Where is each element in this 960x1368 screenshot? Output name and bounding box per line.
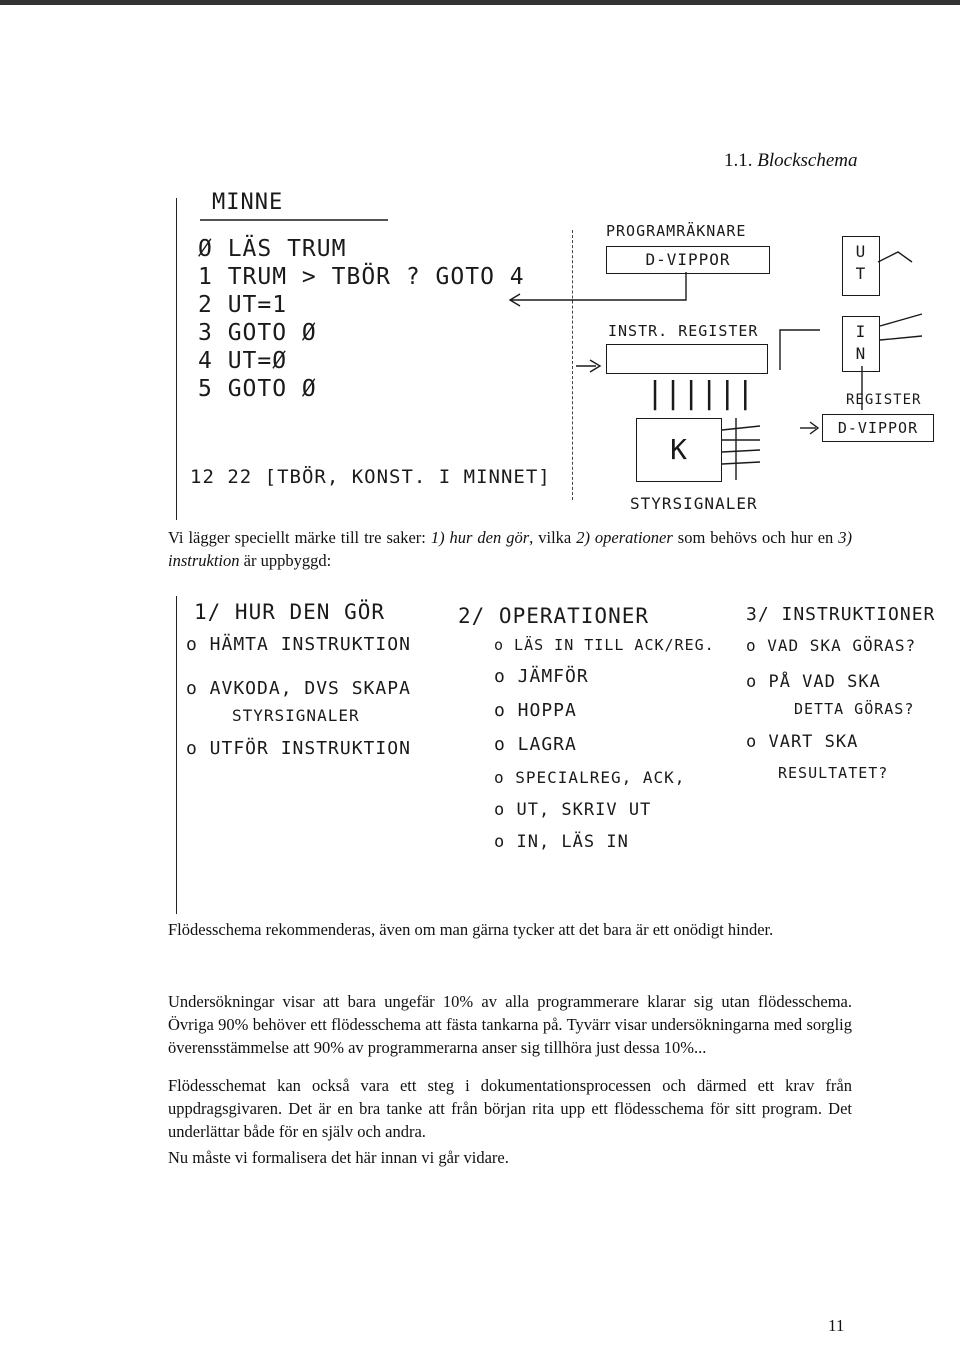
- memory-line: 2 UT=1: [198, 292, 288, 318]
- register-box: D-VIPPOR: [822, 414, 934, 442]
- col2-item: o LAGRA: [494, 734, 577, 755]
- paragraph-flodesschema: Flödesschema rekommenderas, även om man gärna tycker att det bara är ett onödigt hinder.: [168, 920, 774, 939]
- col1-item: o AVKODA, DVS SKAPA: [186, 678, 411, 699]
- in-box: I N: [842, 316, 880, 372]
- paragraph-formalisera: Nu måste vi formalisera det här innan vi går vidare.: [168, 1148, 509, 1167]
- col2-title: 2/ OPERATIONER: [458, 604, 650, 628]
- programraknare-label: PROGRAMRÄKNARE: [606, 222, 747, 240]
- page-number: 11: [828, 1316, 845, 1335]
- intro-paragraph: Vi lägger speciellt märke till tre saker: 1) hur den gör, vilka 2) operationer som behövs och hur en 3) instruktion är uppbyggd:: [168, 528, 852, 570]
- bus-lines: ||||||: [646, 376, 755, 411]
- register-label: REGISTER: [846, 392, 922, 408]
- memory-line: 3 GOTO Ø: [198, 320, 317, 346]
- col2-item: o UT, SKRIV UT: [494, 800, 652, 820]
- col2-item: o JÄMFÖR: [494, 666, 589, 687]
- memory-line: Ø LÄS TRUM: [198, 236, 347, 262]
- memory-footer: 12 22 [TBÖR, KONST. I MINNET]: [190, 466, 551, 488]
- programraknare-box: D-VIPPOR: [606, 246, 770, 274]
- col3-item: o PÅ VAD SKA: [746, 672, 881, 692]
- col3-item: DETTA GÖRAS?: [794, 700, 915, 718]
- paragraph-dokumentation: Flödesschemat kan också vara ett steg i dokumentationsprocessen och därmed ett krav från uppdragsgivaren. Det är en bra tanke att från början rita upp ett flödesschema för sitt program. Det underlättar både för en själv och andra.: [168, 1076, 852, 1141]
- col3-item: o VAD SKA GÖRAS?: [746, 636, 917, 655]
- col2-item: o LÄS IN TILL ACK/REG.: [494, 636, 715, 654]
- col1-title: 1/ HUR DEN GÖR: [194, 600, 386, 624]
- instr-register-label: INSTR. REGISTER: [608, 322, 759, 340]
- block-diagram-arrows: [0, 0, 960, 520]
- ut-box: U T: [842, 236, 880, 296]
- col3-item: RESULTATET?: [778, 764, 889, 782]
- k-box: K: [636, 418, 722, 482]
- section-number: 1.1.: [724, 150, 753, 171]
- sketch2-left-rule: [176, 596, 177, 914]
- paragraph-undersokningar: Undersökningar visar att bara ungefär 10% av alla programmerare klarar sig utan flödesschema. Övriga 90% behöver ett flödesschema att fästa tankarna på. Tyvärr visar undersökningarna med sorglig överensstämmelse att 90% av programmerarna anser sig tillhöra just dessa 10%...: [168, 992, 852, 1057]
- col1-item: o UTFÖR INSTRUKTION: [186, 738, 411, 759]
- memory-line: 1 TRUM > TBÖR ? GOTO 4: [198, 264, 525, 290]
- col3-title: 3/ INSTRUKTIONER: [746, 604, 936, 625]
- col1-item: o HÄMTA INSTRUKTION: [186, 634, 411, 655]
- col3-item: o VART SKA: [746, 732, 859, 752]
- memory-title: MINNE: [212, 190, 284, 215]
- memory-line: 4 UT=Ø: [198, 348, 288, 374]
- col2-item: o SPECIALREG, ACK,: [494, 768, 686, 787]
- styrsignaler-label: STYRSIGNALER: [630, 494, 758, 513]
- col2-item: o IN, LÄS IN: [494, 832, 629, 852]
- section-title: Blockschema: [757, 150, 858, 171]
- col2-item: o HOPPA: [494, 700, 577, 721]
- memory-line: 5 GOTO Ø: [198, 376, 317, 402]
- col1-item: STYRSIGNALER: [232, 706, 360, 725]
